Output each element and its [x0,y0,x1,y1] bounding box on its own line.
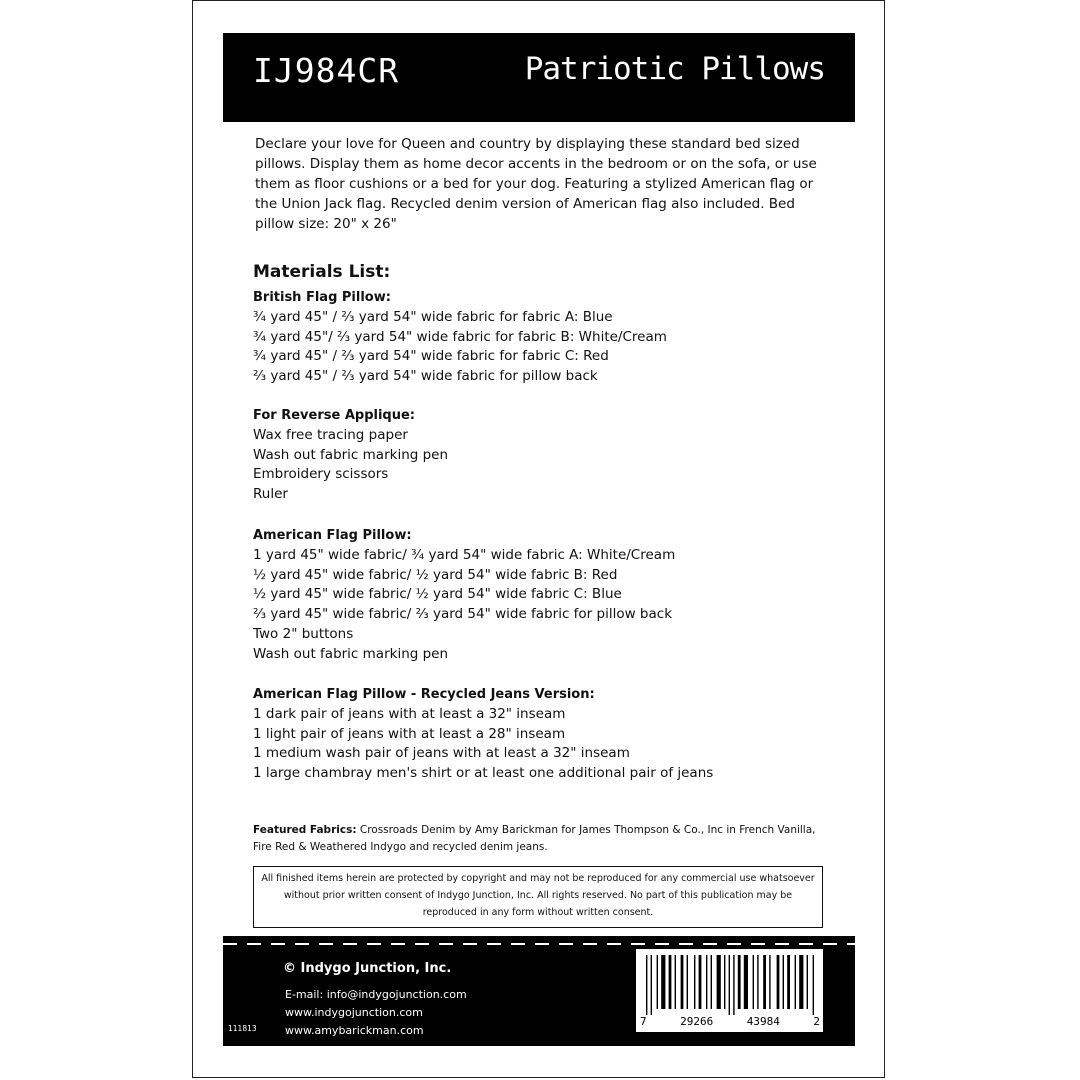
barcode-bars [644,955,815,1015]
barcode-bar [724,955,725,1009]
barcode-bar [717,955,721,1009]
barcode-bar [681,955,684,1009]
list-item: Wax free tracing paper [253,426,408,443]
dashed-divider [223,943,855,945]
section-heading: American Flag Pillow - Recycled Jeans Version: [253,687,595,702]
barcode-bar [694,955,695,1009]
header-bar [223,33,855,122]
barcode-bar [777,955,780,1009]
barcode-digit-group: 7 [640,1015,647,1028]
pattern-title: Patriotic Pillows [524,51,825,87]
list-item: Embroidery scissors [253,466,389,483]
email-text: E-mail: info@indygojunction.com [285,988,467,1001]
barcode-bar [657,955,658,1009]
contact-info [285,986,467,1040]
barcode-bar [661,955,665,1009]
section-heading: American Flag Pillow: [253,528,412,543]
barcode-bar [651,955,652,1015]
list-item: ¾ yard 45"/ ⅔ yard 54" wide fabric for fabric B: White/Cream [253,328,667,345]
list-item: Two 2" buttons [253,625,354,642]
barcode-bar [769,955,770,1009]
intro-paragraph: Declare your love for Queen and country by displaying these standard bed sized pillows. Display them as home decor accents in the bedroom or on the sofa, or use them as floor cushions or a bed for your dog. Featuring a stylized American flag or the Union Jack flag. Recycled denim version of American flag also included. Bed pillow size: 20" x 26" [255,136,817,232]
barcode-bar [706,955,707,1009]
company-name: © Indygo Junction, Inc. [283,961,452,976]
list-item: Wash out fabric marking pen [253,645,449,662]
website-link[interactable]: www.indygojunction.com [285,1006,423,1019]
list-item: ¾ yard 45" / ⅔ yard 54" wide fabric for fabric A: Blue [253,308,613,325]
section-heading: For Reverse Applique: [253,408,415,423]
list-item: Ruler [253,486,288,503]
featured-fabrics [253,822,833,856]
barcode-bar [646,955,647,1015]
barcode-bar [757,955,758,1009]
section-british-flag [253,288,853,387]
materials-heading: Materials List: [253,262,391,282]
barcode-bar [729,955,730,1015]
barcode [636,949,823,1032]
section-recycled-jeans [253,685,853,784]
barcode-bar [687,955,688,1009]
featured-label: Featured Fabrics: [253,824,357,836]
section-american-flag [253,526,853,665]
list-item: ⅔ yard 45" / ⅔ yard 54" wide fabric for pillow back [253,368,598,385]
list-item: Wash out fabric marking pen [253,446,449,463]
section-reverse-applique [253,406,853,505]
pattern-code: IJ984CR [253,51,400,90]
barcode-digit-group: 2 [813,1015,820,1028]
list-item: ⅔ yard 45" wide fabric/ ⅔ yard 54" wide fabric for pillow back [253,606,673,623]
footer-bar [223,936,855,1046]
list-item: 1 medium wash pair of jeans with at least a 32" inseam [253,745,630,762]
barcode-bar [699,955,702,1009]
barcode-bar [675,955,676,1009]
barcode-bar [807,955,808,1009]
list-item: ¾ yard 45" / ⅔ yard 54" wide fabric for fabric C: Red [253,348,609,365]
barcode-bar [669,955,672,1009]
barcode-digit-group: 43984 [746,1015,780,1028]
barcode-bar [711,955,712,1009]
website-link[interactable]: www.amybarickman.com [285,1024,424,1037]
barcode-bar [744,955,748,1009]
catalog-number: 111813 [228,1024,257,1033]
barcode-bar [753,955,754,1009]
barcode-bar [799,955,803,1009]
barcode-bar [738,955,741,1009]
list-item: 1 light pair of jeans with at least a 28" inseam [253,725,566,742]
barcode-bar [787,955,790,1009]
list-item: ½ yard 45" wide fabric/ ½ yard 54" wide fabric B: Red [253,566,618,583]
barcode-digit-group: 29266 [680,1015,714,1028]
list-item: ½ yard 45" wide fabric/ ½ yard 54" wide fabric C: Blue [253,586,622,603]
list-item: 1 dark pair of jeans with at least a 32" inseam [253,705,566,722]
barcode-bar [783,955,784,1009]
barcode-bar [795,955,796,1009]
list-item: 1 large chambray men's shirt or at least one additional pair of jeans [253,765,714,782]
list-item: 1 yard 45" wide fabric/ ¾ yard 54" wide fabric A: White/Cream [253,546,676,563]
copyright-notice: All finished items herein are protected by copyright and may not be reproduced for any commercial use whatsoever without prior written consent of Indygo Junction, Inc. All rights reserved. No part of this publication may be reproduced in any form without written consent. [253,866,823,928]
barcode-digits [640,1015,820,1028]
section-heading: British Flag Pillow: [253,290,391,305]
featured-text: Crossroads Denim by Amy Barickman for James Thompson & Co., Inc in French Vanilla, Fire Red & Weathered Indygo and recycled denim jeans. [253,824,816,853]
barcode-bar [813,955,814,1015]
barcode-bar [733,955,734,1015]
barcode-bar [763,955,766,1009]
